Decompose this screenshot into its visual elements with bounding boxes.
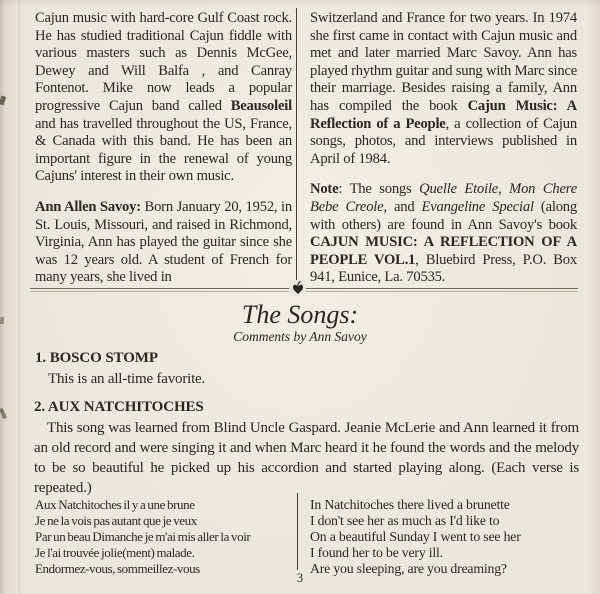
text-run: Switzerland and France for two years. In 1974 she first came in contact with Cajun music and met and later married Marc Savoy. Ann has played rhythm guitar and sung with Marc since their marriage. Besides raising a family, Ann has compiled the book: [310, 10, 577, 114]
text-run: Note: [310, 181, 339, 198]
song-entry-1: [35, 349, 578, 389]
text-run: Evangeline Special: [421, 198, 534, 215]
lyric-line: On a beautiful Sunday I went to see her: [310, 529, 521, 544]
song-comment: This is an all-time favorite.: [48, 371, 206, 387]
text-run: Quelle Etoile, Mon Chere Bebe Creole: [310, 181, 578, 215]
text-run: Born January 20, 1952, in St. Louis, Missouri, and raised in Richmond, Virginia, Ann has played the guitar since she was 12 years old. A student of French for many years, she lived in: [35, 198, 292, 286]
fleuron-ornament-icon: [289, 280, 306, 296]
lyric-line: Je l'ai trouvée jolie(ment) malade.: [35, 545, 195, 560]
lyric-line: Par un beau Dimanche je m'ai mis aller la voir: [35, 529, 251, 544]
lyric-line: In Natchitoches there lived a brunette: [310, 497, 510, 512]
bio-paragraph-note: [310, 181, 577, 287]
text-run: , Bluebird Press, P.O. Box 941, Eunice, La. 70535.: [310, 251, 577, 286]
column-divider-line: [296, 8, 297, 288]
lyric-line: Je ne la vois pas autant que je veux: [35, 513, 197, 528]
text-run: (along with others) are found in Ann Savoy's book: [310, 198, 577, 233]
song-comment: This song was learned from Blind Uncle Gaspard. Jeanie McLerie and Ann learned it from an old record and were singing it and when Marc heard it he found the words and the melody to be so beautiful he picked up his accordion and started playing along. (Each verse is repeated.): [34, 420, 579, 496]
page-number: 3: [296, 571, 304, 585]
text-run: CAJUN MUSIC: A REFLECTION OF A PEOPLE VOL.1: [310, 234, 577, 268]
bio-paragraph-mike: [35, 10, 292, 186]
song-entry-2: [34, 398, 579, 498]
text-run: Cajun music with hard-core Gulf Coast rock. He has studied traditional Cajun fiddle with various masters such as Dennis McGee, Dewey and Will Balfa , and Canray Fontenot. Mike now leads a popular progressive Cajun band called: [35, 10, 292, 114]
song-title: 2. AUX NATCHITOCHES: [34, 399, 204, 415]
text-run: and has travelled throughout the US, France, & Canada with this band. He has been an important figure in the renewal of young Cajuns' interest in their own music.: [35, 115, 292, 185]
scan-artifact: [0, 408, 7, 420]
text-run: , a collection of Cajun songs, photos, and interviews published in April of 1984.: [310, 115, 577, 167]
songs-heading: The Songs:: [241, 300, 359, 329]
lyrics-divider-line: [297, 493, 298, 570]
text-run: Ann Allen Savoy:: [35, 198, 141, 215]
bio-left-column: [35, 10, 292, 287]
bio-paragraph-ann-continued: [310, 10, 577, 168]
song-title: 1. BOSCO STOMP: [35, 350, 158, 366]
text-run: Beausoleil: [230, 97, 292, 114]
bio-right-column: [310, 10, 577, 287]
lyrics-english-column: [310, 497, 582, 577]
lyrics-french-column: [35, 497, 295, 577]
lyric-line: Endormez-vous, sommeillez-vous: [35, 561, 200, 576]
text-run: Cajun Music: A Reflection of a People: [310, 97, 577, 132]
scan-artifact: [0, 95, 6, 105]
lyric-line: I don't see her as much as I'd like to: [310, 513, 500, 528]
songs-header: [0, 301, 600, 344]
text-run: : The songs: [338, 181, 420, 198]
songs-subheading: Comments by Ann Savoy: [233, 329, 367, 344]
lyric-line: Aux Natchitoches il y a une brune: [35, 497, 195, 512]
text-run: , and: [383, 198, 422, 215]
lyric-line: I found her to be very ill.: [310, 545, 443, 560]
lyric-line: Are you sleeping, are you dreaming?: [310, 561, 507, 576]
bio-paragraph-ann-start: [35, 199, 292, 287]
